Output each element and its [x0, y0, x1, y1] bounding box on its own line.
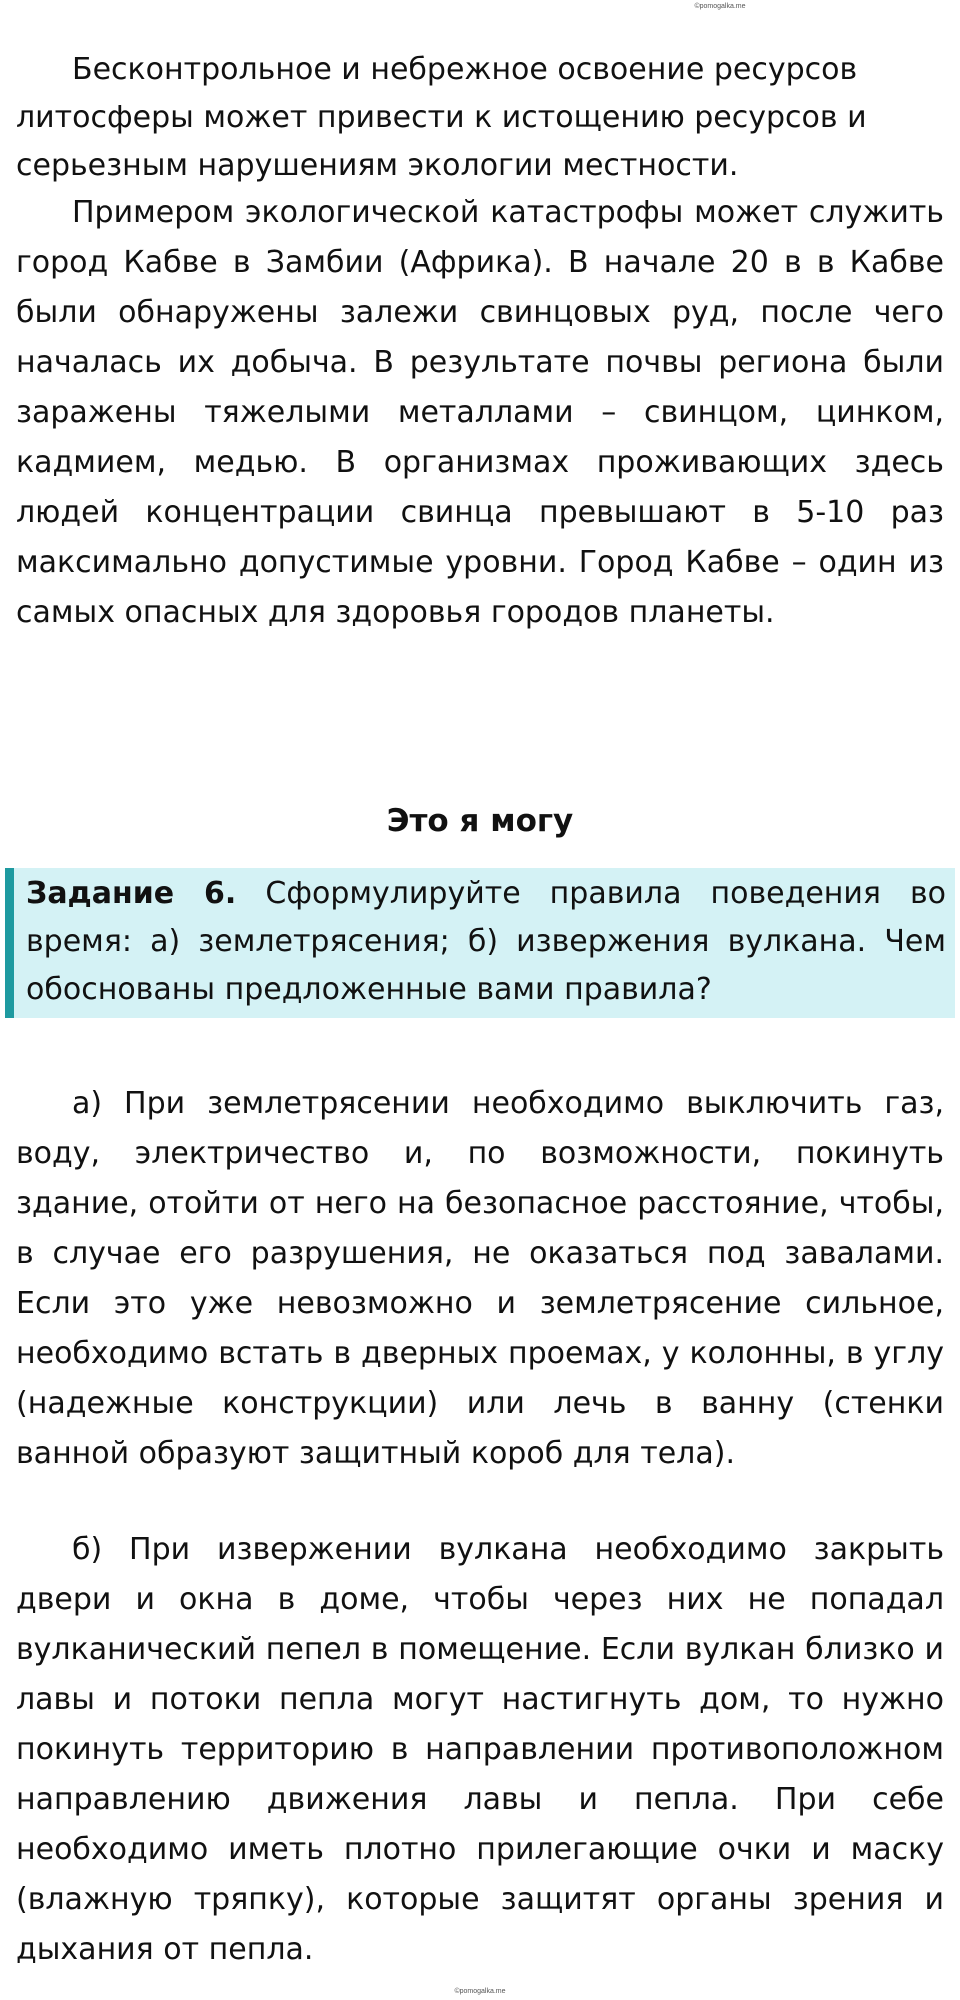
watermark-bottom: ©pomogalka.me: [454, 1988, 506, 1995]
watermark-top: ©pomogalka.me: [694, 3, 746, 10]
task-question: Сформулируйте правила поведения во время: а) землетрясения; б) извержения вулкана. Чем обоснованы предложенные вами правила?: [26, 876, 947, 1007]
example-text: Примером экологической катастрофы может служить город Кабве в Замбии (Африка). В начале 20 в в Кабве были обнаружены залежи свинцовых руд, после чего началась их добыча. В результате почвы региона были заражены тяжелыми металлами – свинцом, цинком, кадмием, медью. В организмах проживающих здесь людей концентрации свинца превышают в 5-10 раз максимально допустимые уровни. Город Кабве – один из самых опасных для здоровья городов планеты.: [16, 195, 944, 630]
answer-a-paragraph: [16, 1079, 944, 1479]
answer-b-text: б) При извержении вулкана необходимо закрыть двери и окна в доме, чтобы через них не попадал вулканический пепел в помещение. Если вулкан близко и лавы и потоки пепла могут настигнуть дом, то нужно покинуть территорию в направлении противоположном направлению движения лавы и пепла. При себе необходимо иметь плотно прилегающие очки и маску (влажную тряпку), которые защитят органы зрения и дыхания от пепла.: [16, 1532, 944, 1967]
task-box: [5, 868, 955, 1018]
intro-text: Бесконтрольное и небрежное освоение ресурсов литосферы может привести к истощению ресурсов и серьезным нарушениям экологии местности.: [16, 52, 867, 183]
task-text: [26, 870, 946, 1014]
intro-paragraph: [16, 46, 944, 190]
example-paragraph: [16, 188, 944, 638]
answer-a-text: а) При землетрясении необходимо выключить газ, воду, электричество и, по возможности, покинуть здание, отойти от него на безопасное расстояние, чтобы, в случае его разрушения, не оказаться под завалами. Если это уже невозможно и землетрясение сильное, необходимо встать в дверных проемах, у колонны, в углу (надежные конструкции) или лечь в ванну (стенки ванной образуют защитный короб для тела).: [16, 1086, 944, 1471]
section-heading: Это я могу: [386, 803, 574, 839]
answer-b-paragraph: [16, 1525, 944, 1975]
task-label: Задание 6.: [26, 876, 237, 911]
